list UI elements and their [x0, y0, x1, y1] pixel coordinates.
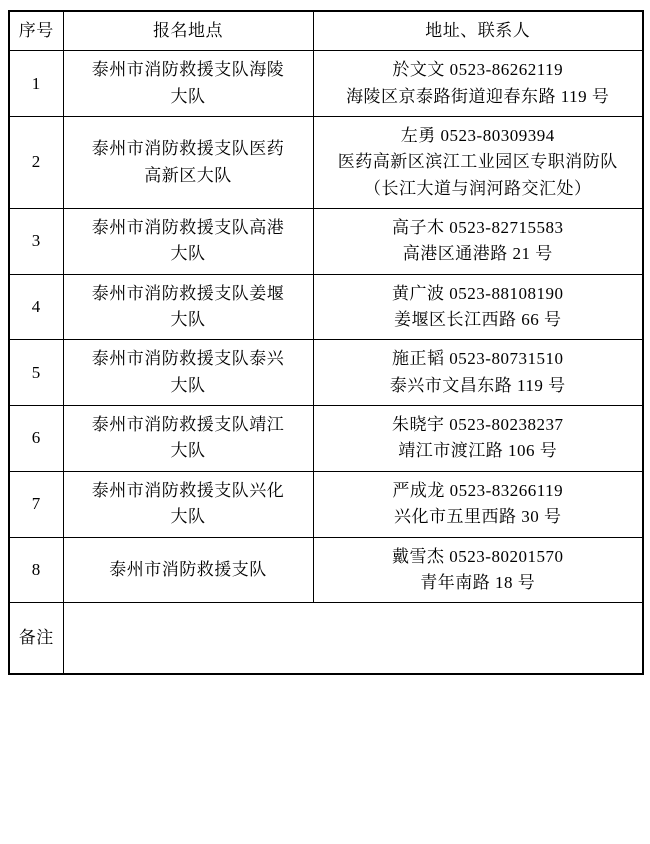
row-address-line: 左勇 0523-80309394 — [400, 126, 555, 146]
row-place-line: 高新区大队 — [144, 165, 232, 185]
row-address — [313, 471, 643, 537]
row-address-line: 施正韬 0523-80731510 — [392, 349, 564, 369]
table-row — [9, 471, 643, 537]
registration-locations-table — [8, 10, 644, 675]
row-place-line: 泰州市消防救援支队姜堰 — [91, 283, 285, 303]
row-place — [63, 274, 313, 340]
table-row — [9, 117, 643, 209]
row-no: 7 — [9, 471, 63, 537]
row-address — [313, 51, 643, 117]
row-address-line: 泰兴市文昌东路 119 号 — [389, 375, 566, 395]
row-place-line: 泰州市消防救援支队医药 — [91, 139, 285, 159]
row-place — [63, 117, 313, 209]
row-place — [63, 406, 313, 472]
remark-label: 备注 — [9, 603, 63, 675]
row-place — [63, 471, 313, 537]
header-address: 地址、联系人 — [313, 11, 643, 51]
row-address-line: 高港区通港路 21 号 — [402, 244, 553, 264]
row-place-line: 大队 — [170, 375, 206, 395]
row-place-line: 泰州市消防救援支队高港 — [91, 218, 285, 238]
header-place: 报名地点 — [63, 11, 313, 51]
row-no: 4 — [9, 274, 63, 340]
row-address — [313, 406, 643, 472]
row-place-line: 泰州市消防救援支队海陵 — [91, 60, 285, 80]
header-no: 序号 — [9, 11, 63, 51]
row-place-line: 泰州市消防救援支队靖江 — [91, 415, 285, 435]
row-address-line: 兴化市五里西路 30 号 — [394, 507, 562, 527]
row-place-line: 大队 — [170, 244, 206, 264]
row-address-line: 高子木 0523-82715583 — [392, 218, 564, 238]
row-address-line: 严成龙 0523-83266119 — [392, 480, 564, 500]
table-header-row — [9, 11, 643, 51]
table-row — [9, 51, 643, 117]
row-address — [313, 537, 643, 603]
remark-row — [9, 603, 643, 675]
row-no: 2 — [9, 117, 63, 209]
row-address-line: 黄广波 0523-88108190 — [392, 283, 564, 303]
row-place-line: 大队 — [170, 310, 206, 330]
row-place-line: 大队 — [170, 441, 206, 461]
table-row — [9, 537, 643, 603]
row-address-line: （长江大道与润河路交汇处） — [364, 178, 592, 198]
row-address-line: 戴雪杰 0523-80201570 — [392, 546, 564, 566]
row-no: 1 — [9, 51, 63, 117]
row-address-line: 朱晓宇 0523-80238237 — [392, 415, 564, 435]
row-address — [313, 274, 643, 340]
row-address-line: 姜堰区长江西路 66 号 — [394, 310, 562, 330]
row-place-line: 泰州市消防救援支队泰兴 — [91, 349, 285, 369]
row-address — [313, 340, 643, 406]
row-no: 6 — [9, 406, 63, 472]
remark-content — [63, 603, 643, 675]
row-place-line: 大队 — [170, 507, 206, 527]
row-place-line: 大队 — [170, 86, 206, 106]
row-no: 8 — [9, 537, 63, 603]
row-no: 3 — [9, 209, 63, 275]
row-address-line: 於文文 0523-86262119 — [392, 60, 564, 80]
row-place-line: 泰州市消防救援支队 — [109, 559, 267, 579]
row-place — [63, 340, 313, 406]
row-no: 5 — [9, 340, 63, 406]
table-row — [9, 274, 643, 340]
row-place — [63, 537, 313, 603]
row-place-line: 泰州市消防救援支队兴化 — [91, 480, 285, 500]
row-place — [63, 209, 313, 275]
row-address-line: 青年南路 18 号 — [420, 572, 536, 592]
table-row — [9, 340, 643, 406]
row-address-line: 靖江市渡江路 106 号 — [398, 441, 558, 461]
row-address — [313, 209, 643, 275]
row-address-line: 医药高新区滨江工业园区专职消防队 — [337, 152, 618, 172]
table-row — [9, 209, 643, 275]
row-address — [313, 117, 643, 209]
row-place — [63, 51, 313, 117]
table-row — [9, 406, 643, 472]
row-address-line: 海陵区京泰路街道迎春东路 119 号 — [346, 86, 610, 106]
